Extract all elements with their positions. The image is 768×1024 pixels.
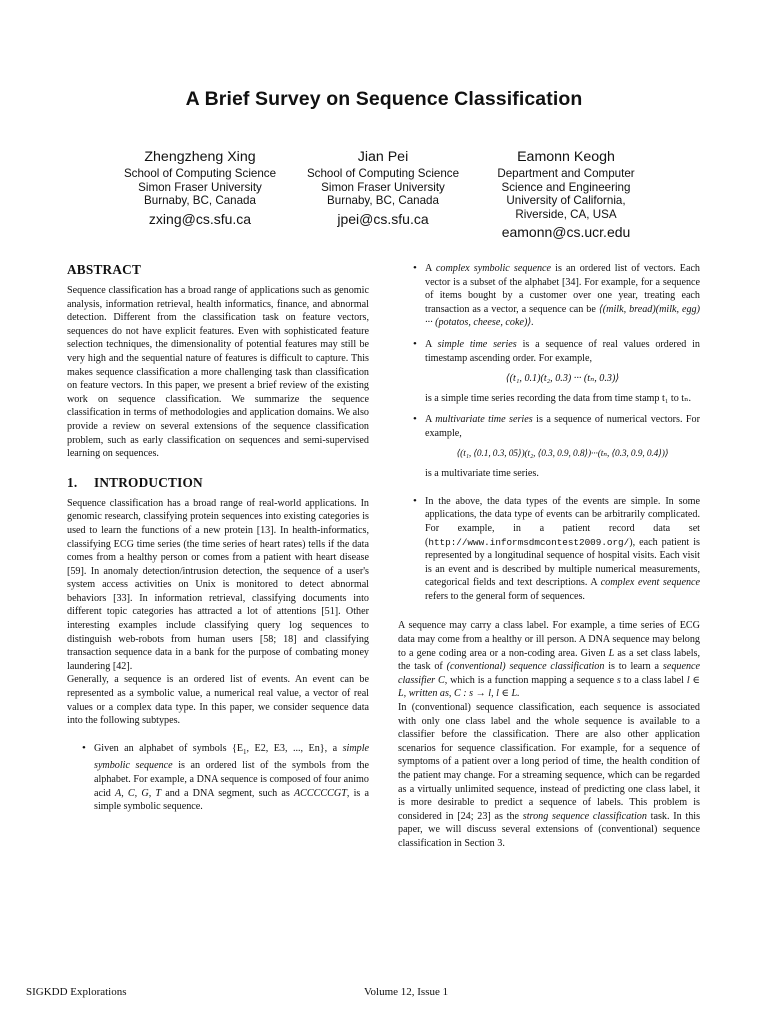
- text-run: to a class label: [620, 674, 687, 686]
- text-run: , is a simple symbolic sequence.: [94, 787, 369, 813]
- term: ACCCCCGT: [293, 787, 347, 799]
- text-run: is an ordered list of the symbols from the alphabet. For example, a DNA sequence is composed of four animo acid: [94, 760, 369, 799]
- author-affiliation: Burnaby, BC, Canada: [327, 194, 439, 208]
- text-run: A: [425, 338, 438, 350]
- list-item: [398, 262, 700, 330]
- text-run: , E2, E3, ..., En}, a: [246, 742, 338, 754]
- term: s: [616, 674, 621, 686]
- text-run: refers to the general form of sequences.: [425, 590, 585, 602]
- paragraph: [398, 619, 700, 701]
- text-run: and a DNA segment, such as: [161, 787, 294, 799]
- text-run: is a sequence of real values ordered in timestamp ascending order. For example,: [425, 338, 700, 364]
- subtype-list-continued: [398, 262, 700, 603]
- author-affiliation: Riverside, CA, USA: [515, 207, 617, 221]
- term: strong sequence classification: [522, 810, 647, 822]
- text-run: A: [425, 263, 436, 274]
- author-affiliation: Simon Fraser University: [138, 180, 262, 194]
- author-3: [466, 148, 666, 241]
- text-run: In (conventional) sequence classification, each sequence is associated with only one class label and the whole sequence is available to a classifier before the classification. There are also other application scenarios for sequence classification. For example, for a sequence of symptoms of a patient over a long period of time, the health condition of the patient may change. For a streaming sequence, which can be regarded as a virtually unlimited sequence, instead of predicting one class label, it is more desirable to predict a sequence of labels. This problem is considered in [24; 23] as the: [398, 702, 700, 822]
- list-item: [398, 413, 700, 480]
- list-item: • Given an alphabet of symbols {$E_1$, E2, E3, ..., En}, a simple symbolic sequence is an ordered list of the symbols from the alphabet. For example, a DNA sequence is composed of four animo acid A, C, G, T and a DNA segment, such as ACCCCCGT, is a simple symbolic sequence.: [67, 742, 369, 814]
- right-column: [398, 262, 700, 851]
- url[interactable]: http://www.informsdmcontest2009.org/: [428, 536, 630, 548]
- intro-paragraph-1: Sequence classification has a broad range of real-world applications. In genomic research, classifying protein sequences into existing categories is used to learn the functions of a new protein [13]. In health-informatics, classifying ECG time series (the time series of heart rates) tells if the data comes from a healthy person or comes from a patient with heart disease [59]. In anomaly detection/intrusion detection, the sequence of a user's system access activities on Unix is monitored to detect abnormal behaviors [33]. In information retrieval, classifying documents into different topic categories has attracted a lot of attentions [51]. Other interesting examples include classifying query log sequences to distinguish web-robots from human users [58; 18] and classifying transaction sequence data in a bank for the purpose of combating money laundering [42].: [67, 497, 369, 672]
- intro-heading: [67, 475, 369, 491]
- author-email: zxing@cs.sfu.ca: [148, 210, 252, 227]
- expression: l ∈ L, written as, C : s → l, l ∈ L.: [398, 674, 700, 700]
- term: (conventional) sequence classification: [446, 661, 605, 673]
- text-run: as a set class labels, the task of: [398, 647, 700, 673]
- author-affiliation: Science and Engineering: [501, 180, 631, 194]
- abstract-heading: ABSTRACT: [67, 262, 142, 277]
- text-run: is to learn a: [604, 661, 663, 673]
- author-affiliation: Department and Computer: [497, 167, 635, 180]
- text-run: ), each patient is represented by a longitudinal sequence of hospital visits. Each visit is an event and is described by multiple numerical measurements, categorical fields and text descriptions. A: [425, 536, 700, 589]
- term: simple time series: [437, 338, 517, 350]
- author-email: jpei@cs.sfu.ca: [337, 210, 429, 227]
- term: L: [608, 647, 615, 659]
- author-2: [283, 148, 483, 228]
- list-item: [398, 338, 700, 405]
- left-column: [67, 262, 369, 814]
- term: A, C, G, T: [115, 787, 162, 799]
- term: sequence classifier C: [398, 661, 700, 686]
- author-block: [0, 148, 768, 243]
- text-run: is an ordered list of vectors. Each vector is a subset of the alphabet [34]. For example, for a sequence of items bought by a customer over one year, treating each transaction as a vector, a sequence can be: [425, 263, 700, 315]
- subtype-list: [67, 742, 369, 814]
- term: complex symbolic sequence: [435, 263, 551, 274]
- author-email: eamonn@cs.ucr.edu: [501, 224, 631, 241]
- text-run: task. In this paper, we will discuss several extensions of (conventional) sequence classification in Section 3.: [398, 810, 701, 849]
- text-run: A: [425, 414, 436, 426]
- text-run: is a simple time series recording the data from time stamp t₁ to tₙ.: [425, 392, 692, 404]
- text-run: , which is a function mapping a sequence: [444, 674, 617, 686]
- term: multivariate time series: [435, 414, 533, 426]
- author-1: [100, 148, 300, 228]
- paper-title: A Brief Survey on Sequence Classification: [185, 88, 583, 110]
- author-name: Zhengzheng Xing: [144, 149, 256, 165]
- expression: ⟨(milk, bread)(milk, egg) ··· (potatos, cheese, coke)⟩.: [425, 303, 700, 329]
- author-name: Eamonn Keogh: [517, 149, 615, 165]
- list-item: [398, 495, 700, 604]
- equation: ⟨(t₁, 0.1)(t₂, 0.3) ··· (tₙ, 0.3)⟩: [505, 373, 620, 385]
- term: simple symbolic sequence: [94, 742, 369, 772]
- text-run: Given an alphabet of symbols {E: [94, 742, 244, 754]
- author-affiliation: University of California,: [506, 194, 626, 208]
- author-affiliation: Burnaby, BC, Canada: [144, 194, 256, 208]
- term: complex event sequence: [600, 577, 700, 589]
- abstract-text: Sequence classification has a broad range of applications such as genomic analysis, information retrieval, health informatics, finance, and abnormal detection. Different from the classification task on feature vectors, sequences do not have explicit features. Even with sophisticated feature selection techniques, the dimensionality of potential features may still be very high and the sequential nature of features is difficult to capture. This makes sequence classification a more challenging task than classification on feature vectors. In this paper, we present a brief review of the existing work on sequence classification. We summarize the sequence classification in terms of methodologies and application domains. We also provide a review on several extensions of the sequence classification problem, such as early classification on sequences and semi-supervised learning on sequences.: [67, 285, 369, 460]
- text-run: In the above, the data types of the events are simple. In some applications, the data type of events can be arbitrarily complicated. For example, in a patient record data set (: [425, 495, 700, 548]
- text-run: is a sequence of numerical vectors. For example,: [425, 414, 700, 439]
- paragraph: [398, 701, 700, 851]
- author-affiliation: School of Computing Science: [123, 167, 277, 180]
- author-affiliation: Simon Fraser University: [321, 180, 445, 194]
- footer-venue: SIGKDD Explorations: [26, 986, 127, 998]
- section-number: 1.: [67, 474, 78, 490]
- author-affiliation: School of Computing Science: [306, 167, 460, 180]
- footer-volume: Volume 12, Issue 1: [364, 986, 449, 998]
- text-run: is a multivariate time series.: [425, 468, 539, 480]
- author-name: Jian Pei: [357, 149, 409, 165]
- text-run: A sequence may carry a class label. For example, a time series of ECG data may come from a healthy or ill person. A DNA sequence may belong to a gene coding area or a non-coding area. Given: [398, 620, 700, 659]
- equation: ⟨(t₁, ⟨0.1, 0.3, 05⟩)(t₂, ⟨0.3, 0.9, 0.8⟩)···(tₙ, ⟨0.3, 0.9, 0.4⟩)⟩: [456, 448, 669, 459]
- intro-paragraph-2: Generally, a sequence is an ordered list of events. An event can be represented as a symbolic value, a numerical real value, a vector of real values or a complex data type. In this paper, we consider sequence data into the following subtypes.: [67, 674, 369, 727]
- section-title: INTRODUCTION: [94, 474, 203, 490]
